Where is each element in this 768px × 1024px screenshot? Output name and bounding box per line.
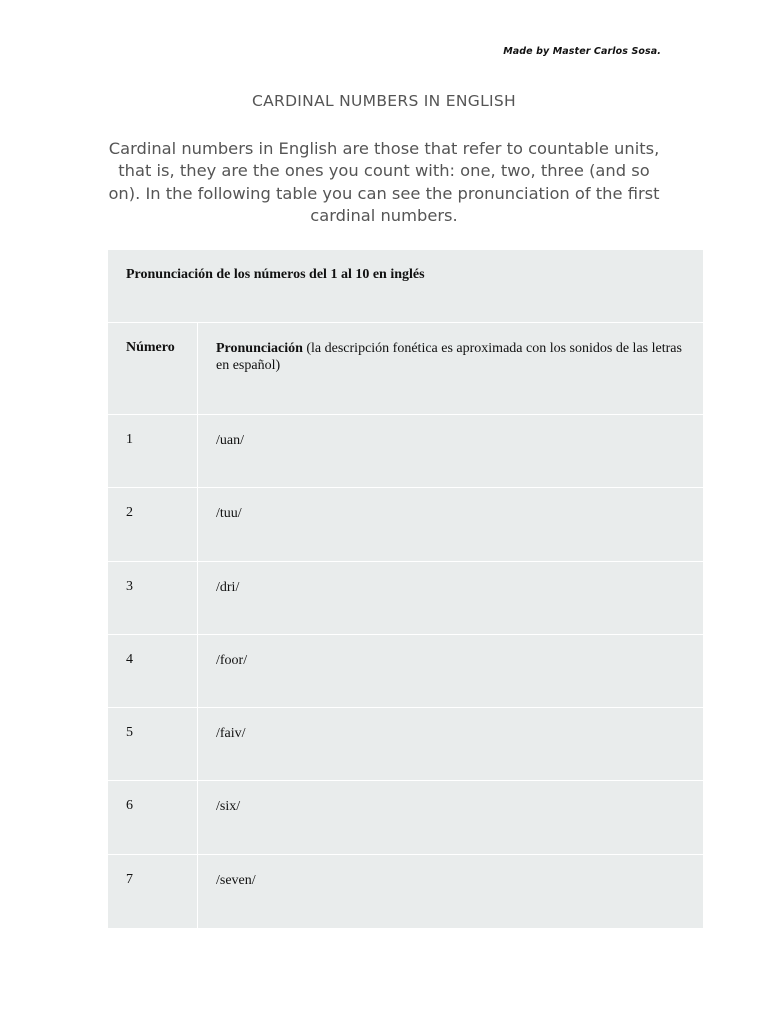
page-title: CARDINAL NUMBERS IN ENGLISH	[251, 92, 517, 110]
number-cell: 7	[108, 855, 198, 928]
number-cell: 4	[108, 635, 198, 707]
header-number: Número	[108, 323, 198, 414]
table-row	[108, 708, 703, 781]
pronunciation-cell: /tuu/	[216, 506, 242, 522]
header-pronunciation-note: (la descripción fonética es aproximada con los sonidos de las letras en español)	[216, 341, 682, 373]
pronunciation-cell: /uan/	[216, 433, 244, 448]
table-row	[108, 781, 703, 854]
number-cell: 1	[108, 415, 198, 487]
table-row	[108, 415, 703, 488]
table-caption: Pronunciación de los números del 1 al 10 en inglés	[108, 250, 703, 323]
pronunciation-cell: /foor/	[216, 652, 248, 668]
table-row	[108, 635, 703, 708]
table-header-row	[108, 323, 703, 415]
intro-paragraph: Cardinal numbers in English are those that refer to countable units, that is, they are the ones you count with: one, two, three (and so on). In the following table you can see the pronunciation of the first cardinal numbers.	[108, 139, 660, 225]
number-cell: 3	[108, 562, 198, 634]
pronunciation-cell: /seven/	[216, 872, 256, 888]
author-credit: Made by Master Carlos Sosa.	[503, 46, 661, 57]
pronunciation-cell: /faiv/	[216, 726, 246, 742]
pronunciation-table	[108, 250, 703, 928]
header-pronunciation	[198, 323, 703, 414]
table-row	[108, 488, 703, 561]
pronunciation-cell: /dri/	[216, 579, 240, 595]
number-cell: 5	[108, 708, 198, 780]
number-cell: 6	[108, 781, 198, 853]
number-cell: 2	[108, 488, 198, 560]
header-pronunciation-label: Pronunciación	[216, 341, 303, 356]
table-row	[108, 855, 703, 928]
table-row	[108, 562, 703, 635]
pronunciation-cell: /six/	[216, 799, 241, 815]
